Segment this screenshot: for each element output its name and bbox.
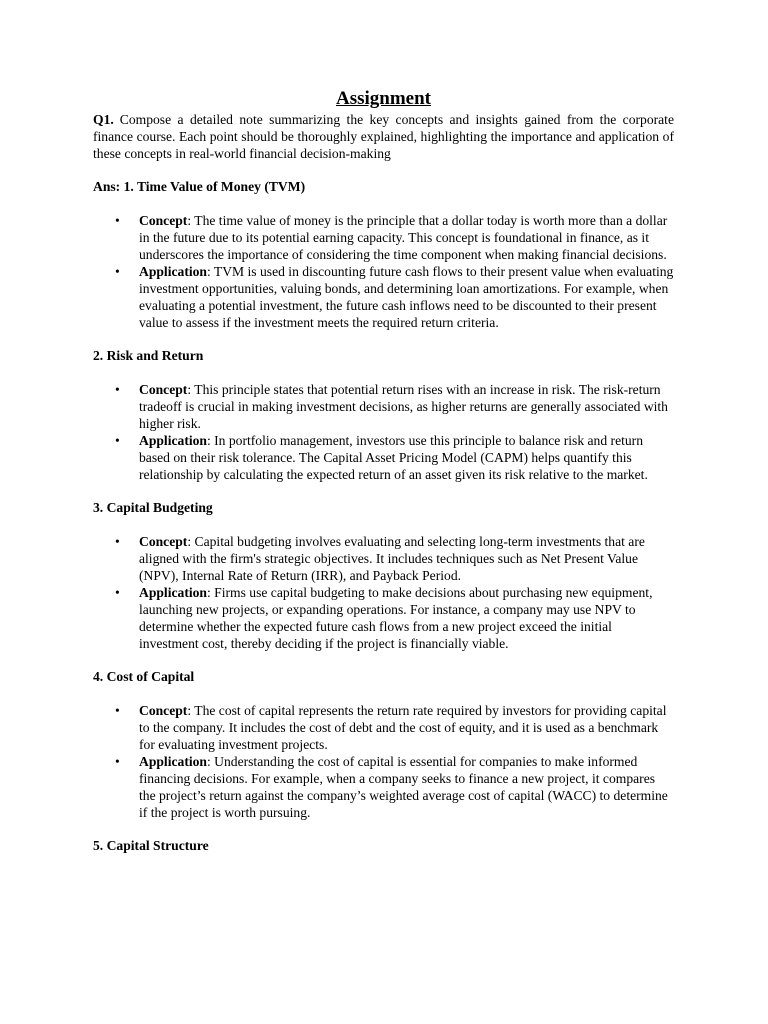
list-item [93,533,674,584]
list-item [93,584,674,652]
section-time-value-of-money [93,178,674,331]
question-text: Compose a detailed note summarizing the key concepts and insights gained from the corporate finance course. Each point should be thoroughly explained, highlighting the importance and application of these concepts in real-world financial decision-making [93,112,674,161]
list-item [93,702,674,753]
bullet-icon: • [115,433,120,448]
point-term: Concept [139,534,188,549]
list-item [93,381,674,432]
section-risk-and-return [93,347,674,483]
bullet-list [93,533,674,652]
point-term: Concept [139,213,188,228]
list-item [93,432,674,483]
section-heading: 4. Cost of Capital [93,669,195,684]
point-text: : The cost of capital represents the return rate required by investors for providing capital to the company. It includes the cost of debt and the cost of equity, and it is used as a benchmark for evaluating investment projects. [139,703,667,752]
point-term: Application [139,754,207,769]
question-number: Q1. [93,112,114,127]
bullet-icon: • [115,754,120,769]
bullet-icon: • [115,213,120,228]
point-term: Concept [139,703,188,718]
point-text: : This principle states that potential return rises with an increase in risk. The risk-return tradeoff is crucial in making investment decisions, as higher returns are generally associated with higher risk. [139,382,668,431]
point-text: : TVM is used in discounting future cash flows to their present value when evaluating investment opportunities, valuing bonds, and determining loan amortizations. For example, when evaluating a potential investment, the future cash inflows need to be discounted to their present value to assess if the investment meets the required return criteria. [139,264,674,330]
list-item [93,263,674,331]
point-term: Concept [139,382,188,397]
section-capital-budgeting [93,499,674,652]
point-text: : The time value of money is the principle that a dollar today is worth more than a dollar in the future due to its potential earning capacity. This concept is foundational in finance, as it underscores the importance of considering the time component when making financial decisions. [139,213,668,262]
list-item [93,212,674,263]
point-text: : Understanding the cost of capital is essential for companies to make informed financing decisions. For example, when a company seeks to finance a new project, it compares the project’s return against the company’s weighted average cost of capital (WACC) to determine if the project is worth pursuing. [139,754,668,820]
point-text: : In portfolio management, investors use this principle to balance risk and return based on their risk tolerance. The Capital Asset Pricing Model (CAPM) helps quantify this relationship by calculating the expected return of an asset given its risk relative to the market. [139,433,648,482]
bullet-icon: • [115,382,120,397]
bullet-list [93,702,674,821]
section-capital-structure [93,837,674,854]
point-text: : Capital budgeting involves evaluating and selecting long-term investments that are aligned with the firm's strategic objectives. It includes techniques such as Net Present Value (NPV), Internal Rate of Return (IRR), and Payback Period. [139,534,645,583]
section-heading: 5. Capital Structure [93,838,209,853]
section-heading: 2. Risk and Return [93,348,204,363]
bullet-icon: • [115,585,120,600]
document-title: Assignment [335,88,431,109]
point-term: Application [139,585,207,600]
list-item [93,753,674,821]
section-heading: Ans: 1. Time Value of Money (TVM) [93,179,306,194]
point-term: Application [139,264,207,279]
point-term: Application [139,433,207,448]
bullet-icon: • [115,703,120,718]
section-heading: 3. Capital Budgeting [93,500,213,515]
question-paragraph [93,111,674,162]
point-text: : Firms use capital budgeting to make decisions about purchasing new equipment, launching new projects, or expanding operations. For instance, a company may use NPV to determine whether the expected future cash flows from a new project exceed the initial investment cost, thereby deciding if the project is financially viable. [139,585,653,651]
bullet-icon: • [115,534,120,549]
bullet-list [93,212,674,331]
bullet-icon: • [115,264,120,279]
bullet-list [93,381,674,483]
section-cost-of-capital [93,668,674,821]
